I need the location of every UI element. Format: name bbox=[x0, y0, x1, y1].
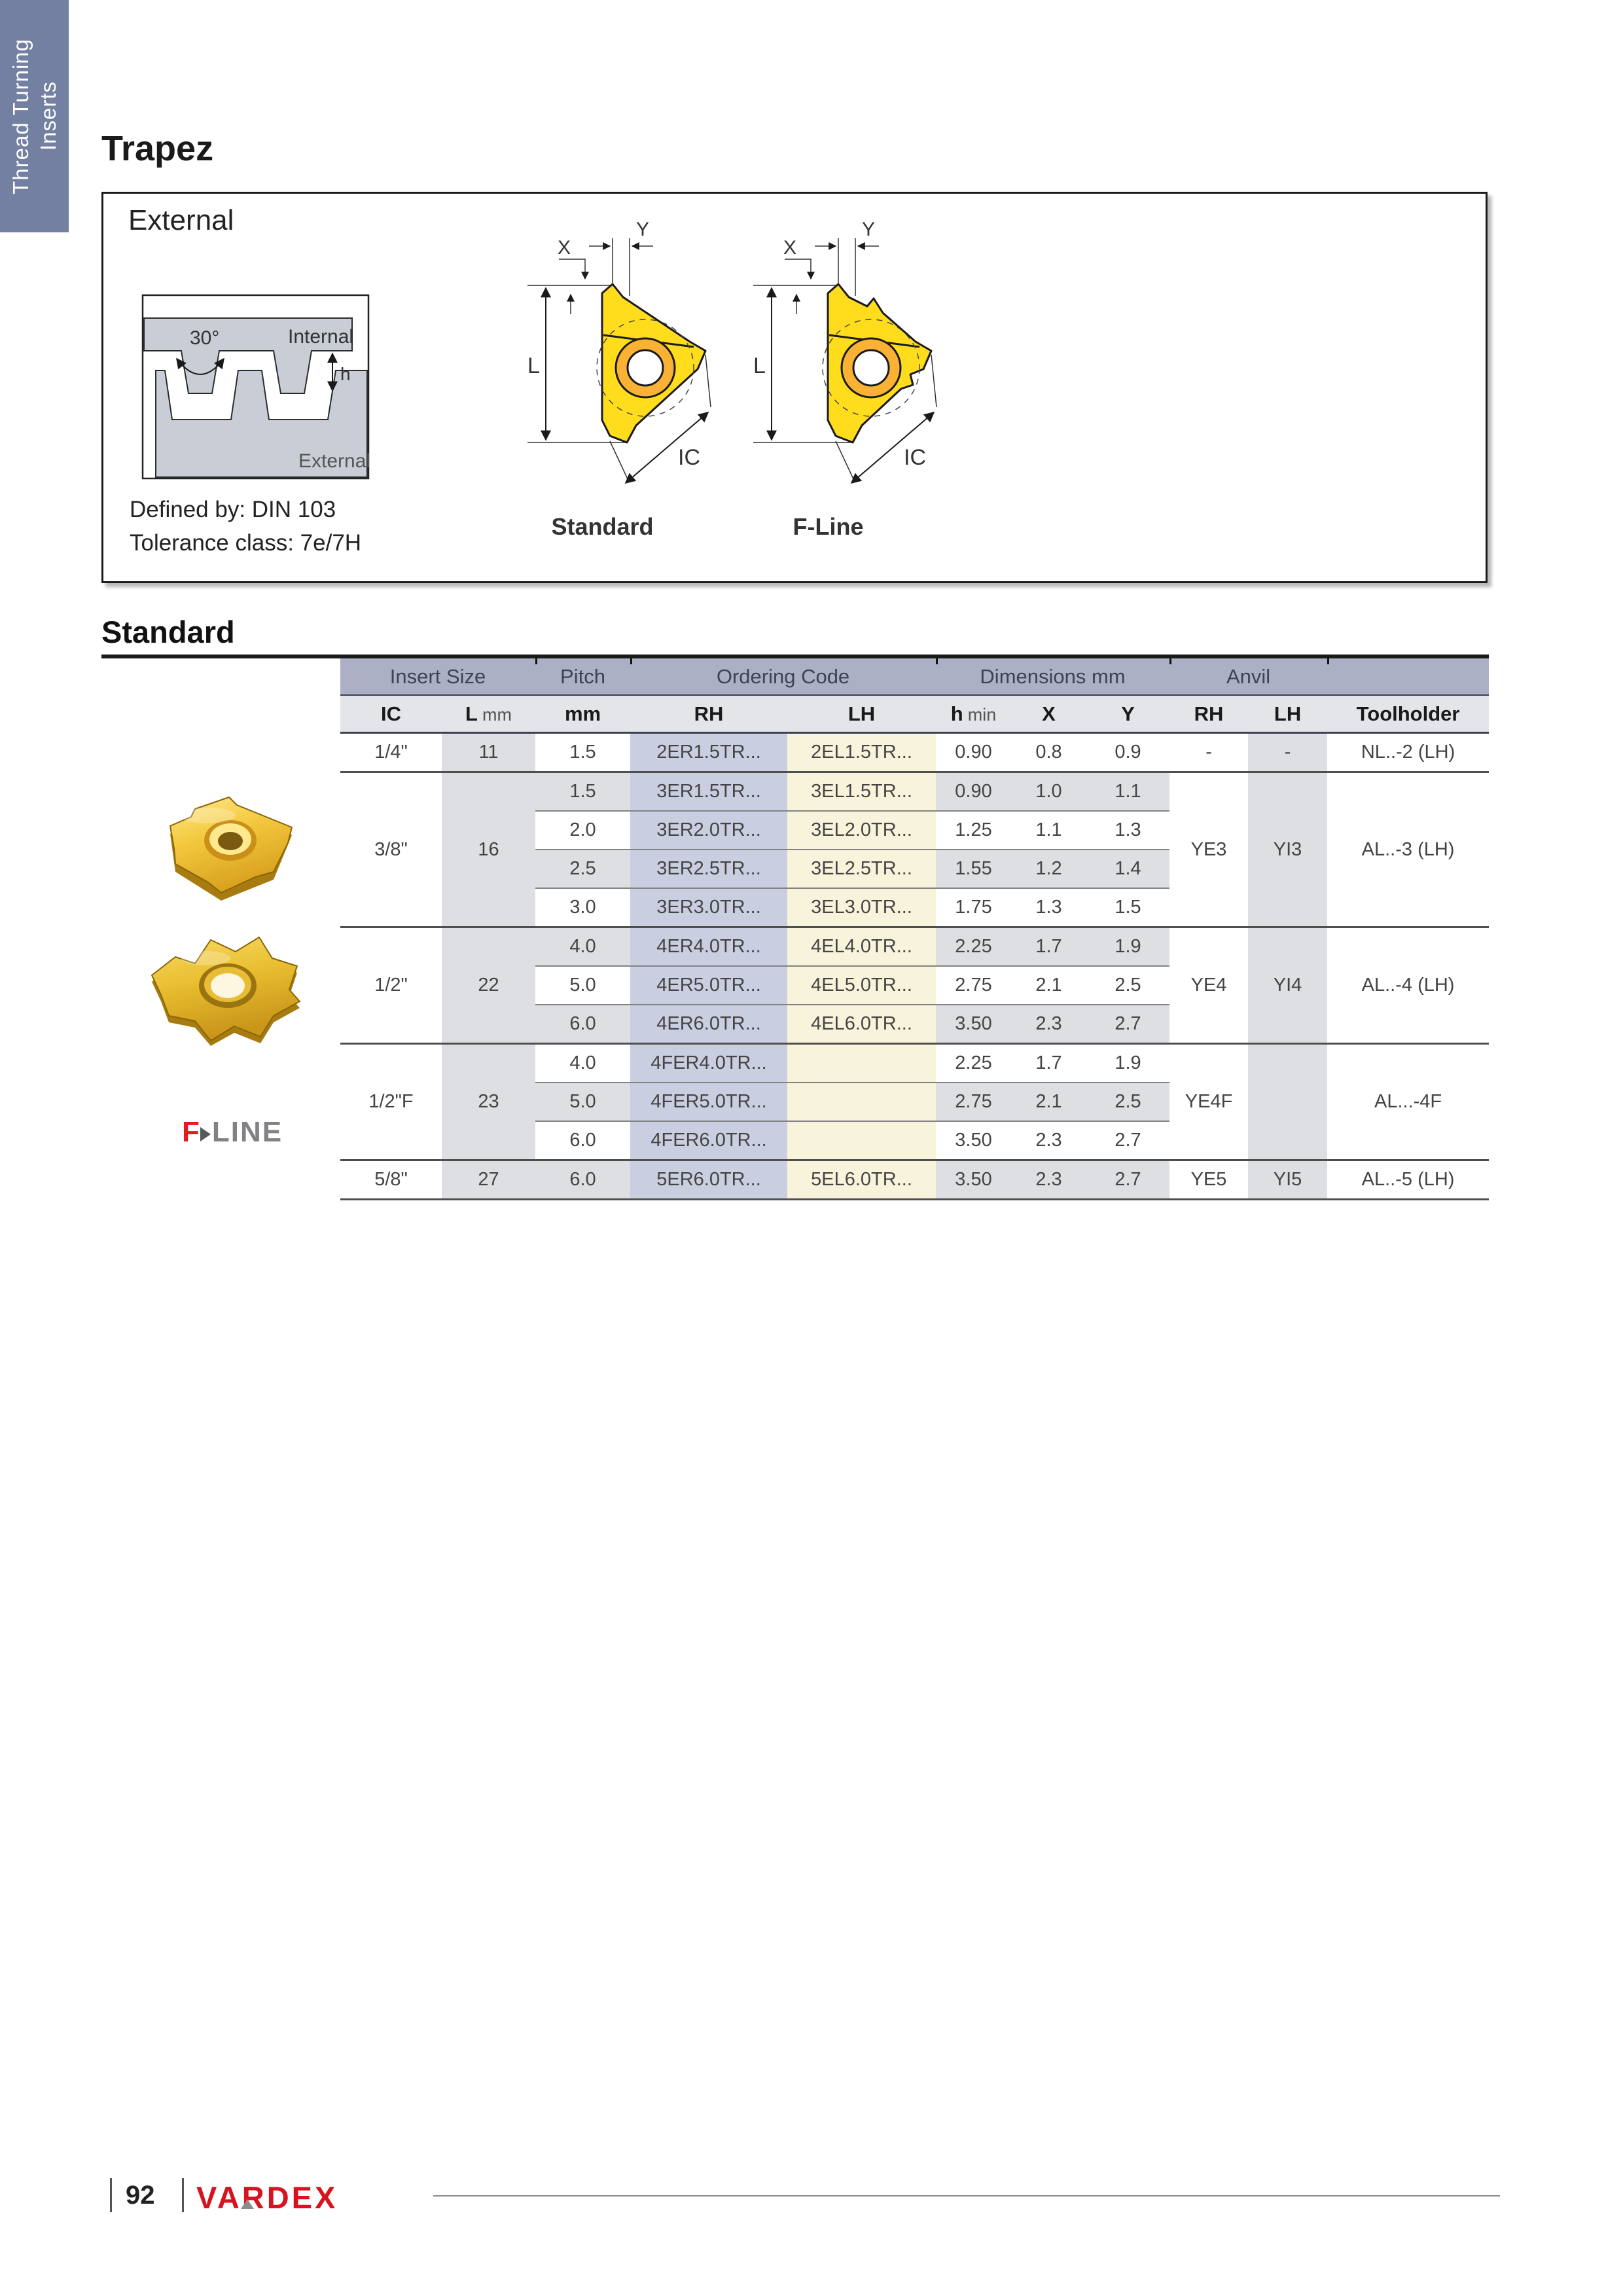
cell-code-lh: 5EL6.0TR... bbox=[787, 1160, 936, 1200]
cell-hmin: 2.75 bbox=[936, 1083, 1011, 1121]
col-header-lh bbox=[787, 695, 936, 733]
cell-code-rh: 4ER5.0TR... bbox=[630, 966, 787, 1005]
cell-toolholder: NL..-2 (LH) bbox=[1327, 733, 1489, 772]
cell-pitch: 3.0 bbox=[535, 888, 630, 927]
group-header-dimensions: Dimensions mm bbox=[936, 658, 1169, 695]
group-header-blank bbox=[1327, 658, 1489, 695]
cell-ic: 3/8" bbox=[340, 772, 442, 927]
cell-l: 11 bbox=[442, 733, 535, 772]
cell-hmin: 3.50 bbox=[936, 1121, 1011, 1160]
external-heading: External bbox=[128, 204, 234, 236]
column-header-row bbox=[340, 695, 1489, 733]
cell-toolholder: AL...-4F bbox=[1327, 1044, 1489, 1160]
page-footer bbox=[0, 2177, 1623, 2216]
col-header-text: L bbox=[465, 702, 478, 725]
cell-toolholder: AL..-5 (LH) bbox=[1327, 1160, 1489, 1200]
table-row bbox=[340, 1044, 1489, 1083]
cell-anvil-rh: - bbox=[1169, 733, 1248, 772]
cell-anvil-rh: YE4F bbox=[1169, 1044, 1248, 1160]
y-label: Y bbox=[862, 219, 876, 240]
insert-hole bbox=[211, 973, 245, 998]
cell-code-rh: 4FER4.0TR... bbox=[630, 1044, 787, 1083]
cell-anvil-lh: YI4 bbox=[1248, 927, 1327, 1044]
insert-hole bbox=[218, 832, 243, 850]
standard-insert-diagram bbox=[490, 216, 715, 504]
cell-l: 22 bbox=[442, 927, 535, 1044]
cell-anvil-rh: YE5 bbox=[1169, 1160, 1248, 1200]
cell-code-lh: 4EL5.0TR... bbox=[787, 966, 936, 1005]
cell-l: 27 bbox=[442, 1160, 535, 1200]
cell-pitch: 5.0 bbox=[535, 1083, 630, 1121]
vardex-logo bbox=[196, 2179, 338, 2215]
cell-x: 1.2 bbox=[1011, 850, 1086, 888]
cell-x: 1.0 bbox=[1011, 772, 1086, 812]
cell-code-rh: 4ER6.0TR... bbox=[630, 1005, 787, 1044]
fline-logo-f: F bbox=[182, 1116, 200, 1148]
cell-code-rh: 2ER1.5TR... bbox=[630, 733, 787, 772]
cell-x: 1.1 bbox=[1011, 811, 1086, 850]
col-header-hmin bbox=[936, 695, 1011, 733]
sidebar-tab-line2: Inserts bbox=[35, 81, 60, 151]
col-header-text: h bbox=[950, 702, 963, 725]
fline-logo-line: LINE bbox=[211, 1116, 283, 1148]
col-header-unit: mm bbox=[482, 704, 512, 725]
cell-y: 2.7 bbox=[1086, 1160, 1169, 1200]
page-number: 92 bbox=[126, 2181, 155, 2210]
cell-code-lh: 4EL6.0TR... bbox=[787, 1005, 936, 1044]
cell-y: 1.4 bbox=[1086, 850, 1169, 888]
col-header-text: mm bbox=[564, 702, 601, 725]
cell-code-rh: 3ER2.5TR... bbox=[630, 850, 787, 888]
footer-rule bbox=[433, 2195, 1500, 2197]
cell-code-rh: 3ER1.5TR... bbox=[630, 772, 787, 812]
cell-hmin: 2.25 bbox=[936, 1044, 1011, 1083]
cell-code-lh: 3EL3.0TR... bbox=[787, 888, 936, 927]
cell-code-rh: 5ER6.0TR... bbox=[630, 1160, 787, 1200]
cell-code-lh: 4EL4.0TR... bbox=[787, 927, 936, 967]
fline-insert-diagram bbox=[715, 216, 941, 504]
spec-table-wrapper bbox=[340, 658, 1489, 1200]
cell-pitch: 1.5 bbox=[535, 772, 630, 812]
cell-y: 1.1 bbox=[1086, 772, 1169, 812]
page-title: Trapez bbox=[101, 129, 214, 168]
cell-y: 0.9 bbox=[1086, 733, 1169, 772]
cell-toolholder: AL..-4 (LH) bbox=[1327, 927, 1489, 1044]
col-header-text: RH bbox=[694, 702, 724, 725]
cell-x: 2.3 bbox=[1011, 1121, 1086, 1160]
cell-pitch: 6.0 bbox=[535, 1160, 630, 1200]
standard-caption: Standard bbox=[551, 513, 654, 540]
sidebar-tab-line1: Thread Turning bbox=[8, 38, 33, 194]
col-header-pitch-mm bbox=[535, 695, 630, 733]
section-heading-standard: Standard bbox=[101, 615, 235, 649]
angle-label: 30° bbox=[190, 327, 220, 349]
cell-hmin: 0.90 bbox=[936, 733, 1011, 772]
cell-ic: 1/2"F bbox=[340, 1044, 442, 1160]
col-header-text: IC bbox=[381, 702, 401, 725]
l-label: L bbox=[527, 353, 540, 378]
cell-l: 16 bbox=[442, 772, 535, 927]
defined-by: Defined by: DIN 103 bbox=[130, 497, 336, 522]
table-row bbox=[340, 1160, 1489, 1200]
fline-caption: F-Line bbox=[793, 513, 864, 540]
cell-pitch: 6.0 bbox=[535, 1121, 630, 1160]
col-header-anvil-lh bbox=[1248, 695, 1327, 733]
col-header-x bbox=[1011, 695, 1086, 733]
ic-label: IC bbox=[904, 445, 926, 470]
cell-anvil-lh bbox=[1248, 1044, 1327, 1160]
fline-insert-photo bbox=[132, 918, 315, 1049]
cell-code-rh: 3ER2.0TR... bbox=[630, 811, 787, 850]
group-header-pitch: Pitch bbox=[535, 658, 630, 695]
cell-code-rh: 4FER5.0TR... bbox=[630, 1083, 787, 1121]
table-row bbox=[340, 927, 1489, 967]
cell-anvil-lh: YI3 bbox=[1248, 772, 1327, 927]
vardex-logo-text: VARDEX bbox=[196, 2180, 338, 2215]
col-header-rh bbox=[630, 695, 787, 733]
cell-code-lh: 2EL1.5TR... bbox=[787, 733, 936, 772]
group-header-insert-size: Insert Size bbox=[340, 658, 535, 695]
cell-y: 2.7 bbox=[1086, 1005, 1169, 1044]
cell-x: 2.3 bbox=[1011, 1160, 1086, 1200]
cell-code-lh bbox=[787, 1044, 936, 1083]
col-header-y bbox=[1086, 695, 1169, 733]
cell-code-rh: 3ER3.0TR... bbox=[630, 888, 787, 927]
cell-hmin: 3.50 bbox=[936, 1005, 1011, 1044]
group-header-anvil: Anvil bbox=[1169, 658, 1327, 695]
fline-logo-arrow-icon bbox=[200, 1127, 211, 1141]
cell-hmin: 1.55 bbox=[936, 850, 1011, 888]
cell-hmin: 0.90 bbox=[936, 772, 1011, 812]
x-label: X bbox=[783, 237, 797, 259]
group-header-ordering-code: Ordering Code bbox=[630, 658, 936, 695]
cell-x: 2.1 bbox=[1011, 966, 1086, 1005]
footer-divider bbox=[182, 2178, 184, 2212]
cell-code-lh: 3EL1.5TR... bbox=[787, 772, 936, 812]
ic-label: IC bbox=[678, 445, 700, 470]
cell-ic: 1/4" bbox=[340, 733, 442, 772]
cell-x: 1.3 bbox=[1011, 888, 1086, 927]
cell-y: 2.7 bbox=[1086, 1121, 1169, 1160]
group-header-row bbox=[340, 658, 1489, 695]
column-group-divider bbox=[936, 658, 938, 664]
col-header-text: LH bbox=[1274, 702, 1302, 725]
col-header-unit: min bbox=[967, 704, 997, 725]
cell-code-lh bbox=[787, 1083, 936, 1121]
cell-code-rh: 4ER4.0TR... bbox=[630, 927, 787, 967]
thread-profile-diagram bbox=[136, 285, 378, 488]
column-group-divider bbox=[1327, 658, 1329, 664]
cell-y: 1.9 bbox=[1086, 1044, 1169, 1083]
cell-hmin: 1.75 bbox=[936, 888, 1011, 927]
footer-divider bbox=[110, 2178, 112, 2212]
cell-pitch: 2.5 bbox=[535, 850, 630, 888]
cell-l: 23 bbox=[442, 1044, 535, 1160]
column-group-divider bbox=[1169, 658, 1171, 664]
cell-pitch: 1.5 bbox=[535, 733, 630, 772]
cell-x: 2.3 bbox=[1011, 1005, 1086, 1044]
external-label: External bbox=[298, 450, 371, 472]
vardex-triangle-icon bbox=[241, 2199, 254, 2209]
cell-toolholder: AL..-3 (LH) bbox=[1327, 772, 1489, 927]
col-header-text: LH bbox=[847, 702, 876, 725]
cell-anvil-rh: YE4 bbox=[1169, 927, 1248, 1044]
cell-x: 2.1 bbox=[1011, 1083, 1086, 1121]
cell-pitch: 4.0 bbox=[535, 1044, 630, 1083]
col-header-toolholder bbox=[1327, 695, 1489, 733]
cell-code-lh: 3EL2.0TR... bbox=[787, 811, 936, 850]
cell-pitch: 5.0 bbox=[535, 966, 630, 1005]
spec-table bbox=[340, 658, 1489, 1200]
cell-y: 1.9 bbox=[1086, 927, 1169, 967]
cell-hmin: 1.25 bbox=[936, 811, 1011, 850]
internal-label: Internal bbox=[288, 326, 354, 348]
cell-pitch: 4.0 bbox=[535, 927, 630, 967]
col-header-text: Toolholder bbox=[1356, 702, 1460, 725]
center-hole bbox=[853, 350, 889, 386]
cell-anvil-lh: YI5 bbox=[1248, 1160, 1327, 1200]
definition-text bbox=[130, 493, 361, 560]
col-header-anvil-rh bbox=[1169, 695, 1248, 733]
col-header-text: X bbox=[1042, 702, 1056, 725]
cell-anvil-lh: - bbox=[1248, 733, 1327, 772]
cell-y: 2.5 bbox=[1086, 1083, 1169, 1121]
col-header-ic bbox=[340, 695, 442, 733]
cell-anvil-rh: YE3 bbox=[1169, 772, 1248, 927]
column-group-divider bbox=[535, 658, 537, 664]
l-label: L bbox=[753, 353, 766, 378]
table-row bbox=[340, 772, 1489, 812]
cell-ic: 1/2" bbox=[340, 927, 442, 1044]
cell-hmin: 3.50 bbox=[936, 1160, 1011, 1200]
column-group-divider bbox=[630, 658, 632, 664]
cell-ic: 5/8" bbox=[340, 1160, 442, 1200]
h-label: h bbox=[340, 364, 351, 384]
cell-pitch: 2.0 bbox=[535, 811, 630, 850]
table-row bbox=[340, 733, 1489, 772]
standard-insert-photo bbox=[145, 780, 312, 905]
cell-code-lh: 3EL2.5TR... bbox=[787, 850, 936, 888]
cell-code-lh bbox=[787, 1121, 936, 1160]
cell-x: 1.7 bbox=[1011, 1044, 1086, 1083]
tolerance-class: Tolerance class: 7e/7H bbox=[130, 529, 362, 556]
cell-y: 1.5 bbox=[1086, 888, 1169, 927]
sidebar-tab-thread-turning-inserts bbox=[0, 0, 69, 232]
x-label: X bbox=[558, 237, 571, 259]
fline-logo bbox=[182, 1118, 283, 1147]
col-header-text: RH bbox=[1194, 702, 1224, 725]
cell-x: 1.7 bbox=[1011, 927, 1086, 967]
col-header-l bbox=[442, 695, 535, 733]
cell-hmin: 2.25 bbox=[936, 927, 1011, 967]
cell-pitch: 6.0 bbox=[535, 1005, 630, 1044]
external-section-box bbox=[101, 192, 1488, 583]
cell-code-rh: 4FER6.0TR... bbox=[630, 1121, 787, 1160]
cell-y: 2.5 bbox=[1086, 966, 1169, 1005]
col-header-text: Y bbox=[1121, 702, 1135, 725]
cell-hmin: 2.75 bbox=[936, 966, 1011, 1005]
cell-x: 0.8 bbox=[1011, 733, 1086, 772]
center-hole bbox=[628, 350, 663, 386]
cell-y: 1.3 bbox=[1086, 811, 1169, 850]
y-label: Y bbox=[636, 219, 650, 240]
